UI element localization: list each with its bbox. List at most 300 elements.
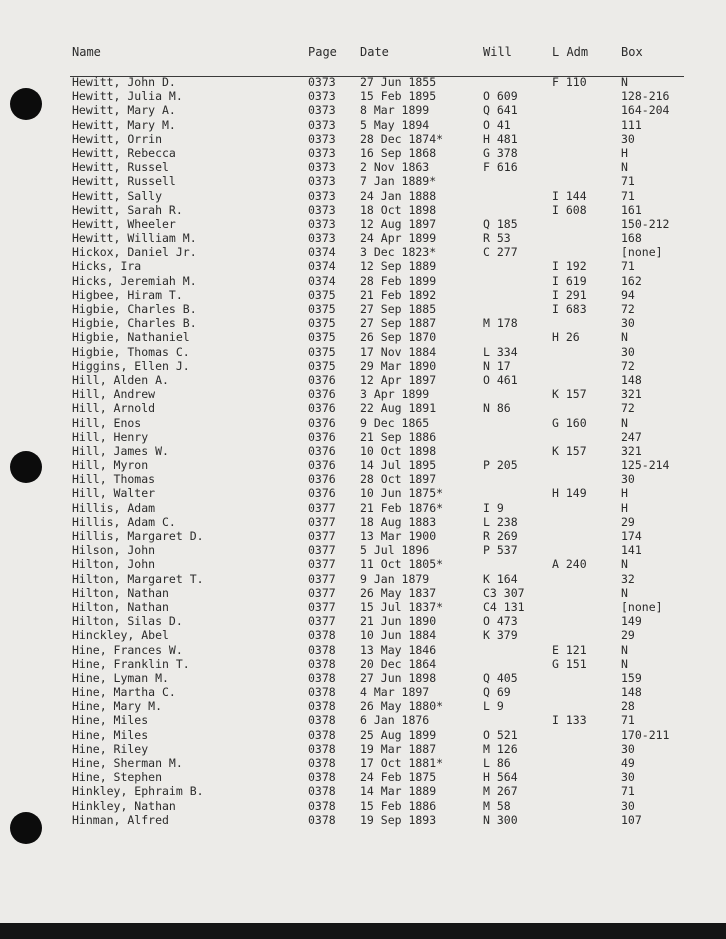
cell-name: Hill, Walter (72, 486, 156, 501)
cell-date: 12 Aug 1897 (360, 216, 437, 231)
cell-date: 21 Feb 1892 (360, 287, 437, 302)
cell-date: 9 Dec 1865 (360, 415, 430, 430)
cell-name: Hine, Lyman M. (72, 670, 169, 685)
cell-date: 24 Apr 1899 (360, 231, 437, 246)
table-row (0, 430, 726, 444)
cell-box: [none] (621, 245, 663, 260)
cell-page: 0378 (308, 770, 336, 785)
cell-will: H 564 (483, 770, 518, 785)
cell-date: 26 May 1880* (360, 699, 444, 714)
cell-page: 0373 (308, 145, 336, 160)
cell-name: Hewitt, Mary A. (72, 103, 176, 118)
cell-page: 0373 (308, 89, 336, 104)
cell-name: Hinkley, Ephraim B. (72, 784, 204, 799)
cell-name: Hewitt, Sally (72, 188, 163, 203)
table-row (0, 486, 726, 500)
cell-name: Hewitt, John D. (72, 75, 176, 89)
header-will: Will (483, 45, 512, 59)
table-row (0, 118, 726, 132)
cell-name: Hewitt, Mary M. (72, 117, 176, 132)
cell-date: 21 Feb 1876* (360, 500, 444, 515)
table-row (0, 770, 726, 784)
cell-ladm: H 149 (552, 486, 587, 501)
cell-ladm: I 619 (552, 273, 587, 288)
cell-date: 4 Mar 1897 (360, 685, 430, 700)
cell-box: N (621, 557, 628, 572)
table-row (0, 146, 726, 160)
cell-will: H 481 (483, 131, 518, 146)
cell-page: 0373 (308, 131, 336, 146)
cell-will: O 41 (483, 117, 511, 132)
cell-page: 0375 (308, 330, 336, 345)
cell-page: 0377 (308, 585, 336, 600)
cell-page: 0377 (308, 557, 336, 572)
table-row (0, 345, 726, 359)
cell-name: Hine, Sherman M. (72, 756, 183, 770)
cell-name: Hilton, Silas D. (72, 614, 183, 629)
cell-name: Hine, Stephen (72, 770, 163, 785)
cell-name: Hine, Martha C. (72, 685, 176, 700)
cell-box: 150-212 (621, 216, 670, 231)
cell-name: Hill, Enos (72, 415, 142, 430)
cell-name: Hewitt, Sarah R. (72, 202, 183, 217)
cell-box: 71 (621, 784, 635, 799)
cell-date: 10 Jun 1875* (360, 486, 444, 501)
cell-will: M 178 (483, 316, 518, 331)
cell-name: Hewitt, Russel (72, 160, 169, 175)
cell-ladm: I 192 (552, 259, 587, 274)
cell-box: N (621, 160, 628, 175)
cell-page: 0373 (308, 103, 336, 118)
cell-box: 128-216 (621, 89, 670, 104)
cell-box: 94 (621, 287, 635, 302)
cell-box: 111 (621, 117, 642, 132)
cell-will: N 86 (483, 401, 511, 416)
scan-edge (0, 923, 726, 939)
cell-page: 0376 (308, 372, 336, 387)
cell-date: 25 Aug 1899 (360, 727, 437, 742)
cell-will: M 126 (483, 741, 518, 756)
cell-box: 49 (621, 756, 635, 770)
cell-box: [none] (621, 599, 663, 614)
cell-page: 0375 (308, 302, 336, 316)
table-row (0, 288, 726, 302)
cell-date: 11 Oct 1805* (360, 557, 444, 572)
cell-date: 13 Mar 1900 (360, 529, 437, 543)
table-row (0, 628, 726, 642)
table-row (0, 586, 726, 600)
table-row (0, 458, 726, 472)
cell-name: Higbie, Charles B. (72, 302, 197, 316)
cell-page: 0378 (308, 713, 336, 728)
table-row (0, 444, 726, 458)
cell-date: 8 Mar 1899 (360, 103, 430, 118)
cell-box: 161 (621, 202, 642, 217)
cell-box: 30 (621, 798, 635, 813)
cell-will: C 277 (483, 245, 518, 260)
cell-page: 0373 (308, 231, 336, 246)
cell-page: 0378 (308, 798, 336, 813)
cell-box: H (621, 486, 628, 501)
cell-page: 0373 (308, 216, 336, 231)
cell-box: 30 (621, 316, 635, 331)
cell-will: L 238 (483, 514, 518, 529)
cell-page: 0378 (308, 642, 336, 657)
cell-date: 3 Dec 1823* (360, 245, 437, 260)
cell-date: 10 Jun 1884 (360, 628, 437, 643)
cell-name: Higbie, Thomas C. (72, 344, 190, 359)
cell-box: 148 (621, 685, 642, 700)
cell-date: 16 Sep 1868 (360, 145, 437, 160)
cell-name: Hinckley, Abel (72, 628, 169, 643)
cell-page: 0378 (308, 812, 336, 827)
cell-date: 7 Jan 1889* (360, 174, 437, 189)
table-row (0, 89, 726, 103)
cell-name: Hewitt, Russell (72, 174, 176, 189)
cell-name: Hickox, Daniel Jr. (72, 245, 197, 260)
cell-date: 21 Jun 1890 (360, 614, 437, 629)
table-row (0, 387, 726, 401)
cell-name: Hilton, Margaret T. (72, 571, 204, 586)
cell-box: 125-214 (621, 458, 670, 473)
cell-name: Hine, Miles (72, 727, 149, 742)
cell-date: 15 Jul 1837* (360, 599, 444, 614)
cell-date: 21 Sep 1886 (360, 429, 437, 444)
table-row (0, 557, 726, 571)
cell-will: Q 185 (483, 216, 518, 231)
cell-page: 0374 (308, 245, 336, 260)
cell-page: 0374 (308, 273, 336, 288)
cell-ladm: I 683 (552, 302, 587, 316)
cell-box: 148 (621, 372, 642, 387)
cell-date: 2 Nov 1863 (360, 160, 430, 175)
cell-date: 29 Mar 1890 (360, 358, 437, 373)
cell-box: 30 (621, 770, 635, 785)
cell-ladm: K 157 (552, 387, 587, 402)
cell-name: Hicks, Ira (72, 259, 142, 274)
table-row (0, 416, 726, 430)
table-row (0, 699, 726, 713)
cell-will: O 473 (483, 614, 518, 629)
table-row (0, 103, 726, 117)
cell-date: 26 Sep 1870 (360, 330, 437, 345)
cell-name: Hillis, Margaret D. (72, 529, 204, 543)
cell-box: 29 (621, 628, 635, 643)
cell-page: 0373 (308, 174, 336, 189)
cell-date: 3 Apr 1899 (360, 387, 430, 402)
cell-name: Hilton, Nathan (72, 585, 169, 600)
cell-date: 18 Aug 1883 (360, 514, 437, 529)
table-row (0, 543, 726, 557)
cell-box: 30 (621, 472, 635, 487)
cell-page: 0377 (308, 599, 336, 614)
cell-ladm: I 608 (552, 202, 587, 217)
cell-will: I 9 (483, 500, 504, 515)
cell-date: 27 Jun 1898 (360, 670, 437, 685)
cell-box: 321 (621, 443, 642, 458)
cell-page: 0375 (308, 316, 336, 331)
cell-page: 0373 (308, 160, 336, 175)
cell-page: 0373 (308, 117, 336, 132)
cell-will: C3 307 (483, 585, 525, 600)
cell-name: Hilton, Nathan (72, 599, 169, 614)
cell-name: Hinkley, Nathan (72, 798, 176, 813)
cell-page: 0378 (308, 741, 336, 756)
table-row (0, 614, 726, 628)
cell-date: 10 Oct 1898 (360, 443, 437, 458)
cell-name: Hicks, Jeremiah M. (72, 273, 197, 288)
cell-box: 72 (621, 358, 635, 373)
cell-page: 0378 (308, 656, 336, 671)
cell-name: Hine, Miles (72, 713, 149, 728)
cell-box: N (621, 415, 628, 430)
cell-date: 13 May 1846 (360, 642, 437, 657)
cell-ladm: H 26 (552, 330, 580, 345)
table-row (0, 401, 726, 415)
table-row (0, 813, 726, 827)
table-row (0, 359, 726, 373)
cell-name: Hill, Arnold (72, 401, 156, 416)
cell-page: 0378 (308, 628, 336, 643)
cell-box: 168 (621, 231, 642, 246)
cell-name: Higbie, Charles B. (72, 316, 197, 331)
table-row (0, 189, 726, 203)
cell-name: Hewitt, Julia M. (72, 89, 183, 104)
cell-page: 0374 (308, 259, 336, 274)
table-row (0, 713, 726, 727)
cell-ladm: A 240 (552, 557, 587, 572)
table-row (0, 742, 726, 756)
cell-date: 26 May 1837 (360, 585, 437, 600)
cell-box: N (621, 330, 628, 345)
cell-will: N 300 (483, 812, 518, 827)
record-list (0, 75, 726, 827)
cell-box: 72 (621, 302, 635, 316)
cell-date: 14 Mar 1889 (360, 784, 437, 799)
cell-page: 0378 (308, 727, 336, 742)
cell-ladm: I 144 (552, 188, 587, 203)
cell-ladm: E 121 (552, 642, 587, 657)
table-row (0, 132, 726, 146)
cell-will: K 379 (483, 628, 518, 643)
cell-box: N (621, 75, 628, 89)
cell-page: 0373 (308, 188, 336, 203)
cell-name: Hewitt, Orrin (72, 131, 163, 146)
cell-date: 27 Jun 1855 (360, 75, 437, 89)
cell-will: F 616 (483, 160, 518, 175)
table-row (0, 259, 726, 273)
table-row (0, 174, 726, 188)
cell-page: 0376 (308, 472, 336, 487)
cell-page: 0376 (308, 486, 336, 501)
cell-will: M 58 (483, 798, 511, 813)
cell-date: 5 May 1894 (360, 117, 430, 132)
cell-name: Hill, Andrew (72, 387, 156, 402)
table-row (0, 231, 726, 245)
cell-page: 0377 (308, 529, 336, 543)
table-row (0, 472, 726, 486)
table-row (0, 784, 726, 798)
table-row (0, 799, 726, 813)
cell-page: 0373 (308, 75, 336, 89)
cell-will: Q 405 (483, 670, 518, 685)
cell-page: 0377 (308, 614, 336, 629)
cell-name: Hewitt, Wheeler (72, 216, 176, 231)
cell-date: 24 Feb 1875 (360, 770, 437, 785)
cell-box: 28 (621, 699, 635, 714)
table-row (0, 756, 726, 770)
table-row (0, 316, 726, 330)
cell-name: Hill, Thomas (72, 472, 156, 487)
cell-name: Hill, Myron (72, 458, 149, 473)
cell-date: 20 Dec 1864 (360, 656, 437, 671)
cell-box: 71 (621, 174, 635, 189)
cell-ladm: I 291 (552, 287, 587, 302)
table-row (0, 330, 726, 344)
cell-date: 28 Dec 1874* (360, 131, 444, 146)
cell-will: O 521 (483, 727, 518, 742)
cell-will: G 378 (483, 145, 518, 160)
cell-will: Q 641 (483, 103, 518, 118)
cell-page: 0375 (308, 358, 336, 373)
cell-will: L 86 (483, 756, 511, 770)
cell-name: Hine, Mary M. (72, 699, 163, 714)
cell-name: Hillis, Adam C. (72, 514, 176, 529)
cell-name: Higbee, Hiram T. (72, 287, 183, 302)
table-row (0, 728, 726, 742)
cell-will: K 164 (483, 571, 518, 586)
cell-date: 12 Sep 1889 (360, 259, 437, 274)
cell-name: Hillis, Adam (72, 500, 156, 515)
cell-name: Hine, Frances W. (72, 642, 183, 657)
cell-box: 149 (621, 614, 642, 629)
cell-box: H (621, 145, 628, 160)
cell-date: 22 Aug 1891 (360, 401, 437, 416)
cell-page: 0377 (308, 543, 336, 558)
cell-will: O 461 (483, 372, 518, 387)
cell-page: 0378 (308, 756, 336, 770)
cell-date: 9 Jan 1879 (360, 571, 430, 586)
table-row (0, 671, 726, 685)
cell-will: N 17 (483, 358, 511, 373)
table-row (0, 245, 726, 259)
cell-page: 0378 (308, 685, 336, 700)
cell-name: Higgins, Ellen J. (72, 358, 190, 373)
cell-box: 159 (621, 670, 642, 685)
cell-name: Hill, Alden A. (72, 372, 169, 387)
cell-will: L 9 (483, 699, 504, 714)
cell-box: 30 (621, 741, 635, 756)
cell-date: 17 Oct 1881* (360, 756, 444, 770)
cell-name: Hewitt, William M. (72, 231, 197, 246)
cell-will: L 334 (483, 344, 518, 359)
cell-page: 0373 (308, 202, 336, 217)
table-row (0, 657, 726, 671)
cell-box: 247 (621, 429, 642, 444)
cell-ladm: F 110 (552, 75, 587, 89)
cell-date: 19 Mar 1887 (360, 741, 437, 756)
cell-name: Hine, Franklin T. (72, 656, 190, 671)
cell-date: 15 Feb 1895 (360, 89, 437, 104)
cell-will: Q 69 (483, 685, 511, 700)
cell-will: R 269 (483, 529, 518, 543)
cell-box: 321 (621, 387, 642, 402)
cell-page: 0378 (308, 699, 336, 714)
cell-name: Hill, James W. (72, 443, 169, 458)
cell-page: 0377 (308, 500, 336, 515)
cell-will: C4 131 (483, 599, 525, 614)
cell-ladm: G 151 (552, 656, 587, 671)
cell-box: 71 (621, 188, 635, 203)
table-row (0, 685, 726, 699)
cell-page: 0377 (308, 571, 336, 586)
cell-box: 29 (621, 514, 635, 529)
cell-will: P 205 (483, 458, 518, 473)
cell-name: Hine, Riley (72, 741, 149, 756)
cell-box: 71 (621, 713, 635, 728)
table-row (0, 160, 726, 174)
cell-page: 0378 (308, 670, 336, 685)
cell-page: 0376 (308, 443, 336, 458)
cell-date: 24 Jan 1888 (360, 188, 437, 203)
header-box: Box (621, 45, 643, 59)
cell-date: 27 Sep 1887 (360, 316, 437, 331)
cell-date: 28 Feb 1899 (360, 273, 437, 288)
cell-date: 12 Apr 1897 (360, 372, 437, 387)
cell-date: 6 Jan 1876 (360, 713, 430, 728)
cell-box: H (621, 500, 628, 515)
cell-date: 19 Sep 1893 (360, 812, 437, 827)
cell-box: 107 (621, 812, 642, 827)
cell-box: 162 (621, 273, 642, 288)
cell-page: 0376 (308, 387, 336, 402)
cell-date: 27 Sep 1885 (360, 302, 437, 316)
cell-will: P 537 (483, 543, 518, 558)
table-row (0, 75, 726, 89)
cell-page: 0376 (308, 401, 336, 416)
cell-page: 0377 (308, 514, 336, 529)
cell-box: 164-204 (621, 103, 670, 118)
table-row (0, 217, 726, 231)
cell-page: 0376 (308, 458, 336, 473)
header-page: Page (308, 45, 337, 59)
table-row (0, 373, 726, 387)
cell-page: 0375 (308, 344, 336, 359)
cell-page: 0378 (308, 784, 336, 799)
table-row (0, 302, 726, 316)
cell-ladm: K 157 (552, 443, 587, 458)
cell-box: 141 (621, 543, 642, 558)
cell-box: 32 (621, 571, 635, 586)
cell-name: Hilson, John (72, 543, 156, 558)
cell-box: 71 (621, 259, 635, 274)
cell-box: 170-211 (621, 727, 670, 742)
table-row (0, 600, 726, 614)
cell-ladm: G 160 (552, 415, 587, 430)
header-l-adm: L Adm (552, 45, 589, 59)
cell-box: 72 (621, 401, 635, 416)
cell-name: Hewitt, Rebecca (72, 145, 176, 160)
cell-box: N (621, 642, 628, 657)
cell-will: R 53 (483, 231, 511, 246)
cell-box: 174 (621, 529, 642, 543)
cell-date: 5 Jul 1896 (360, 543, 430, 558)
cell-box: N (621, 585, 628, 600)
cell-page: 0375 (308, 287, 336, 302)
cell-date: 17 Nov 1884 (360, 344, 437, 359)
cell-box: 30 (621, 131, 635, 146)
cell-date: 18 Oct 1898 (360, 202, 437, 217)
